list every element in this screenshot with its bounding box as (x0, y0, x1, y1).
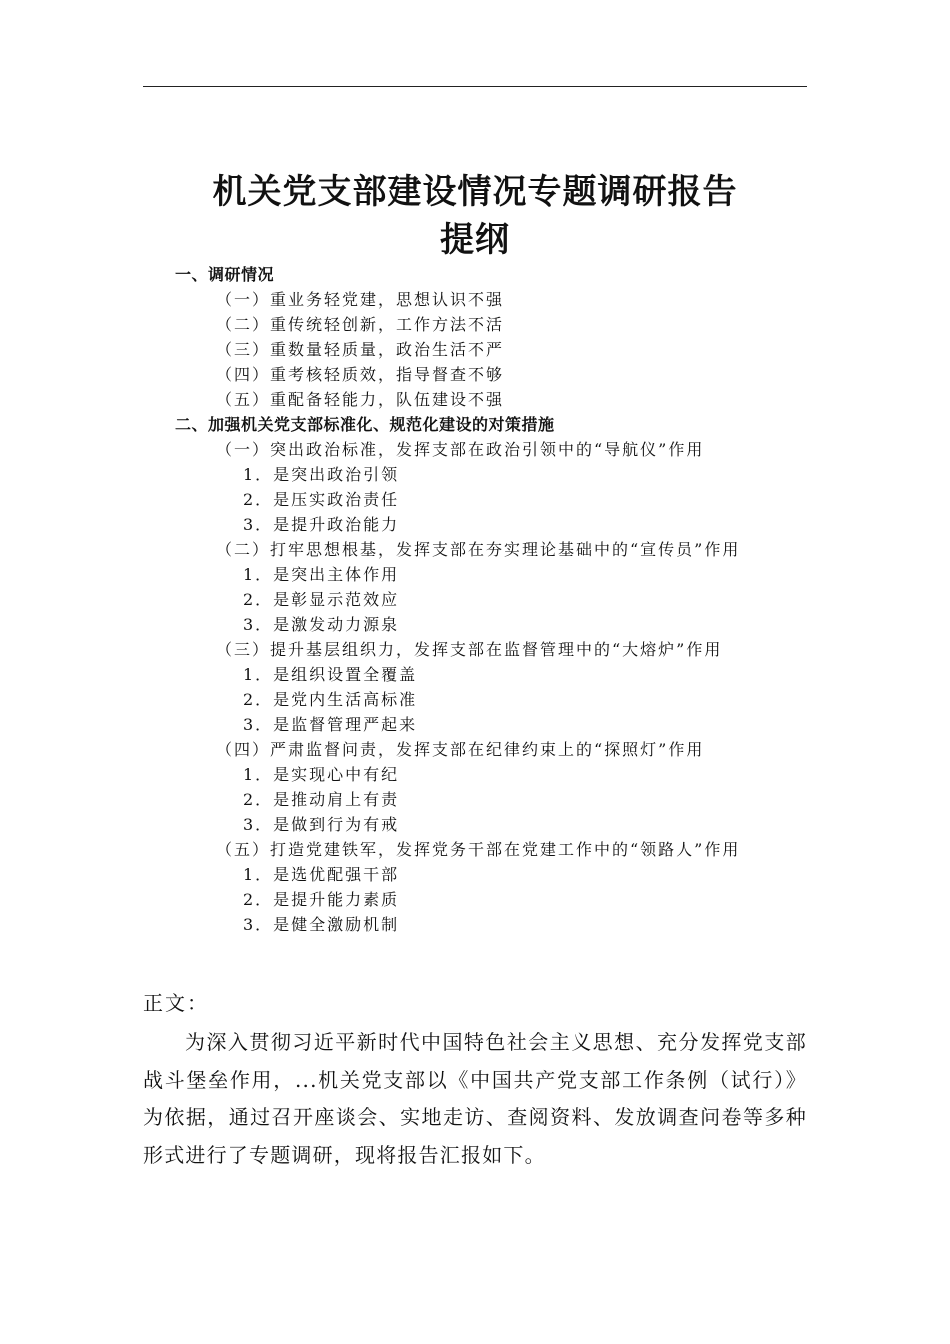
outline-subheading: （一）突出政治标准，发挥支部在政治引领中的“导航仪”作用 (216, 440, 705, 459)
outline-item: 3．是监督管理严起来 (243, 715, 418, 734)
outline-subheading: （二）打牢思想根基，发挥支部在夯实理论基础中的“宣传员”作用 (216, 540, 741, 559)
outline-item: 1．是组织设置全覆盖 (243, 665, 418, 684)
body-label: 正文： (143, 991, 209, 1015)
outline-subheading: （三）重数量轻质量，政治生活不严 (216, 340, 505, 359)
outline-subheading: （一）重业务轻党建，思想认识不强 (216, 290, 505, 309)
outline-item: 3．是健全激励机制 (243, 915, 400, 934)
outline-item: 2．是提升能力素质 (243, 890, 400, 909)
outline-item: 3．是提升政治能力 (243, 515, 400, 534)
outline-item: 2．是压实政治责任 (243, 490, 400, 509)
outline-item: 2．是彰显示范效应 (243, 590, 400, 609)
outline-item: 2．是推动肩上有责 (243, 790, 400, 809)
outline-subheading: （三）提升基层组织力，发挥支部在监督管理中的“大熔炉”作用 (216, 640, 723, 659)
document-subtitle: 提纲 (440, 220, 510, 260)
outline-item: 3．是激发动力源泉 (243, 615, 400, 634)
outline-heading: 二、加强机关党支部标准化、规范化建设的对策措施 (175, 415, 555, 434)
outline-heading: 一、调研情况 (175, 265, 275, 284)
outline-subheading: （二）重传统轻创新，工作方法不活 (216, 315, 505, 334)
body-paragraph: 为深入贯彻习近平新时代中国特色社会主义思想、充分发挥党支部战斗堡垒作用，...机关党支部以《中国共产党支部工作条例（试行）》为依据，通过召开座谈会、实地走访、查阅资料、发放调查问卷等多种形式进行了专题调研，现将报告汇报如下。 (143, 1030, 807, 1167)
header-rule (143, 86, 807, 87)
outline-item: 1．是突出政治引领 (243, 465, 400, 484)
outline-subheading: （四）重考核轻质效，指导督查不够 (216, 365, 505, 384)
outline-subheading: （四）严肃监督问责，发挥支部在纪律约束上的“探照灯”作用 (216, 740, 705, 759)
outline-item: 1．是突出主体作用 (243, 565, 400, 584)
outline-list (0, 262, 950, 937)
document-title: 机关党支部建设情况专题调研报告 (212, 172, 738, 212)
outline-item: 1．是实现心中有纪 (243, 765, 400, 784)
outline-item: 3．是做到行为有戒 (243, 815, 400, 834)
outline-item: 1．是选优配强干部 (243, 865, 400, 884)
outline-item: 2．是党内生活高标准 (243, 690, 418, 709)
outline-subheading: （五）打造党建铁军，发挥党务干部在党建工作中的“领路人”作用 (216, 840, 741, 859)
outline-subheading: （五）重配备轻能力，队伍建设不强 (216, 390, 505, 409)
